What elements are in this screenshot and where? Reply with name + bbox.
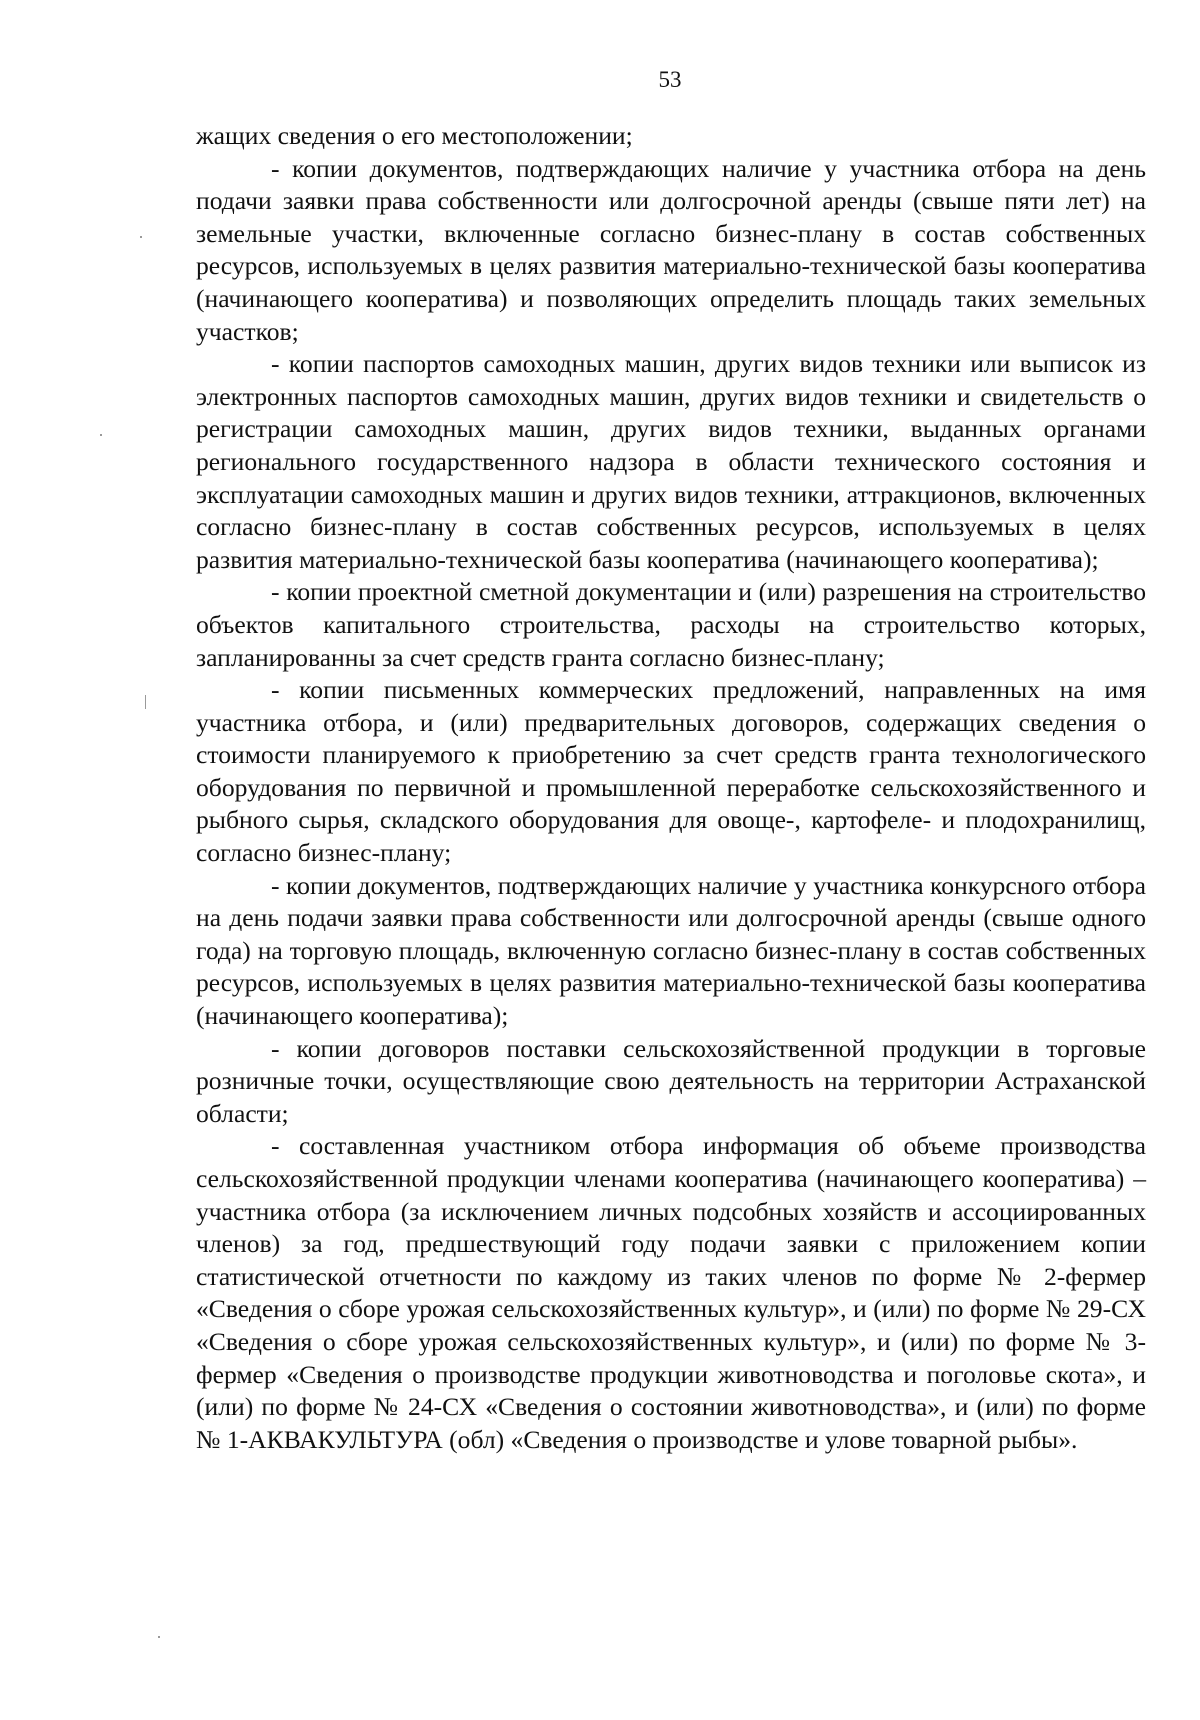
document-body (196, 120, 1146, 1456)
paragraph-land-documents: - копии документов, подтверждающих наличие у участника отбора на день подачи заявки права собственности или долгосрочной аренды (свыше пяти лет) на земельные участки, включенные согласно бизнес-плану в состав собственных ресурсов, используемых в целях развития материально-технической базы кооператива (начинающего кооператива) и позволяющих определить площадь таких земельных участков; (196, 153, 1146, 346)
paragraph-production-information: - составленная участником отбора информация об объеме производства сельскохозяйственной продукции членами кооператива (начинающего кооператива) – участника отбора (за исключением личных подсобных хозяйств и ассоциированных членов) за год, предшествующий году подачи заявки с приложением копии статистической отчетности по каждому из таких членов по форме № 2-фермер «Сведения о сборе урожая сельскохозяйственных культур», и (или) по форме № 29-СХ «Сведения о сборе урожая сельскохозяйственных культур», и (или) по форме № 3-фермер «Сведения о производстве продукции животноводства и поголовье скота», и (или) по форме № 24-СХ «Сведения о состоянии животноводства», и (или) по форме № 1-АКВАКУЛЬТУРА (обл) «Сведения о производстве и улове товарной рыбы». (196, 1131, 1146, 1454)
scan-mark (145, 695, 146, 709)
scan-mark (140, 236, 142, 238)
paragraph-trade-area-documents: - копии документов, подтверждающих наличие у участника конкурсного отбора на день подачи заявки права собственности или долгосрочной аренды (свыше одного года) на торговую площадь, включенную согласно бизнес-плану в состав собственных ресурсов, используемых в целях развития материально-технической базы кооператива (начинающего кооператива); (196, 870, 1146, 1031)
page-number: 53 (658, 67, 682, 92)
scan-mark (100, 434, 102, 436)
paragraph-commercial-offers: - копии письменных коммерческих предложений, направленных на имя участника отбора, и (или) предварительных договоров, содержащих сведения о стоимости планируемого к приобретению за счет средств гранта технологического оборудования по первичной и промышленной переработке сельскохозяйственного и рыбного сырья, складского оборудования для овоще-, картофеле- и плодохранилищ, согласно бизнес-плану; (196, 675, 1146, 868)
paragraph-machinery-passports: - копии паспортов самоходных машин, других видов техники или выписок из электронных паспортов самоходных машин, других видов техники и свидетельств о регистрации самоходных машин, других видов техники, выданных органами регионального государственного надзора в области технического состояния и эксплуатации самоходных машин и других видов техники, аттракционов, включенных согласно бизнес-плану в состав собственных ресурсов, используемых в целях развития материально-технической базы кооператива (начинающего кооператива); (196, 349, 1146, 574)
paragraph-project-documentation: - копии проектной сметной документации и (или) разрешения на строительство объектов капитального строительства, расходы на строительство которых, запланированны за счет средств гранта согласно бизнес-плану; (196, 577, 1146, 672)
paragraph-continuation: жащих сведения о его местоположении; (196, 121, 633, 150)
scan-mark (158, 1636, 160, 1638)
paragraph-supply-contracts: - копии договоров поставки сельскохозяйственной продукции в торговые розничные точки, осуществляющие свою деятельность на территории Астраханской области; (196, 1033, 1146, 1128)
